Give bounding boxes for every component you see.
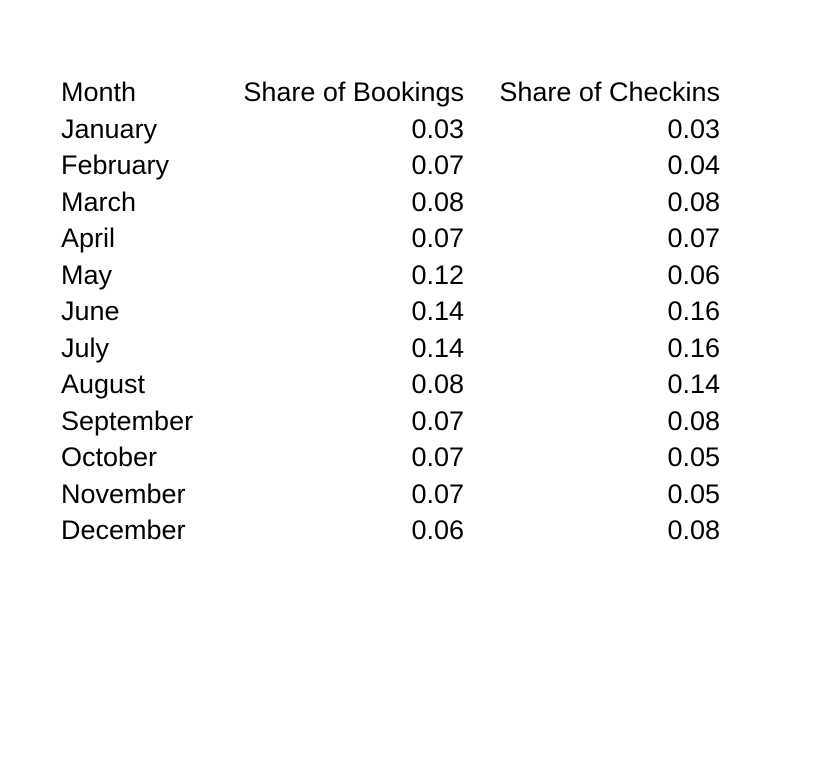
cell-share-of-checkins[interactable]: 0.14	[667, 369, 720, 399]
cell-month[interactable]: July	[61, 332, 110, 363]
cell-share-of-bookings[interactable]: 0.08	[411, 369, 464, 399]
cell-share-of-bookings[interactable]: 0.14	[411, 332, 464, 363]
table-row	[61, 330, 720, 367]
cell-share-of-checkins[interactable]: 0.08	[667, 515, 720, 545]
cell-share-of-checkins[interactable]: 0.06	[667, 259, 720, 290]
cell-month[interactable]: November	[61, 478, 186, 509]
cell-share-of-checkins[interactable]: 0.05	[667, 478, 720, 509]
table-row	[61, 293, 720, 330]
cell-month[interactable]: April	[61, 223, 116, 253]
header-share-of-bookings[interactable]: Share of Bookings	[243, 77, 464, 107]
cell-share-of-checkins[interactable]: 0.05	[667, 442, 720, 472]
cell-share-of-bookings[interactable]: 0.12	[411, 259, 464, 290]
table-row	[61, 512, 720, 549]
table-row	[61, 257, 720, 294]
cell-share-of-checkins[interactable]: 0.08	[667, 405, 720, 436]
cell-share-of-bookings[interactable]: 0.08	[411, 186, 464, 217]
cell-share-of-bookings[interactable]: 0.07	[411, 150, 464, 180]
cell-month[interactable]: August	[61, 369, 146, 399]
table-row	[61, 111, 720, 148]
header-month[interactable]: Month	[61, 77, 137, 107]
table-row	[61, 220, 720, 257]
cell-share-of-bookings[interactable]: 0.14	[411, 296, 464, 326]
cell-month[interactable]: May	[61, 259, 113, 290]
cell-share-of-checkins[interactable]: 0.04	[667, 150, 720, 180]
cell-share-of-bookings[interactable]: 0.06	[411, 515, 464, 545]
cell-month[interactable]: February	[61, 150, 170, 180]
cell-share-of-bookings[interactable]: 0.07	[411, 405, 464, 436]
table-body	[61, 111, 720, 549]
header-row	[61, 74, 720, 111]
table-row	[61, 184, 720, 221]
cell-share-of-checkins[interactable]: 0.07	[667, 223, 720, 253]
table-row	[61, 476, 720, 513]
spreadsheet-area	[61, 74, 781, 549]
cell-share-of-bookings[interactable]: 0.07	[411, 478, 464, 509]
cell-month[interactable]: September	[61, 405, 194, 436]
table-row	[61, 403, 720, 440]
cell-share-of-checkins[interactable]: 0.16	[667, 296, 720, 326]
cell-share-of-checkins[interactable]: 0.03	[667, 113, 720, 144]
cell-share-of-checkins[interactable]: 0.16	[667, 332, 720, 363]
table-row	[61, 439, 720, 476]
cell-share-of-checkins[interactable]: 0.08	[667, 186, 720, 217]
cell-month[interactable]: January	[61, 113, 158, 144]
table-row	[61, 147, 720, 184]
cell-month[interactable]: December	[61, 515, 186, 545]
cell-share-of-bookings[interactable]: 0.07	[411, 223, 464, 253]
table-row	[61, 366, 720, 403]
header-share-of-checkins[interactable]: Share of Checkins	[499, 77, 720, 107]
cell-share-of-bookings[interactable]: 0.07	[411, 442, 464, 472]
cell-month[interactable]: October	[61, 442, 158, 472]
cell-month[interactable]: March	[61, 186, 137, 217]
data-table	[61, 74, 720, 549]
cell-month[interactable]: June	[61, 296, 120, 326]
cell-share-of-bookings[interactable]: 0.03	[411, 113, 464, 144]
